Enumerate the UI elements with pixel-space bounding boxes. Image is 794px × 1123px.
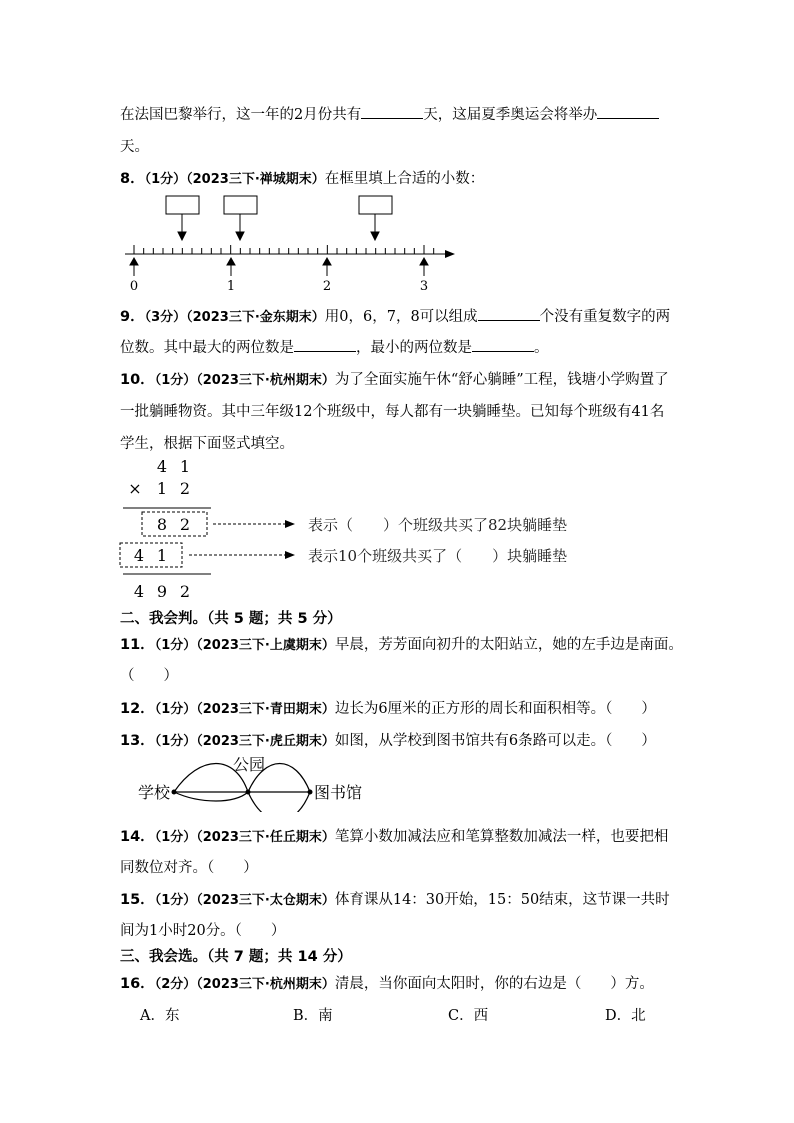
- answer-box-3[interactable]: [359, 196, 392, 214]
- score: （1分）: [144, 172, 187, 187]
- q10-line3: 学生，根据下面竖式填空。: [120, 436, 294, 452]
- answer-blank[interactable]: [478, 306, 540, 321]
- score: （1分）: [154, 702, 197, 717]
- option-b[interactable]: B．南: [293, 1008, 333, 1024]
- q15-line1: [120, 888, 670, 909]
- question-number: 14．: [120, 829, 155, 845]
- q9-line2: [120, 336, 549, 357]
- score: （1分）: [154, 734, 197, 749]
- axis-label-2: 2: [322, 279, 332, 294]
- source: （2023三下·任丘期末）: [196, 830, 335, 845]
- q10-text-b: 一批躺睡物资。其中三年级: [120, 404, 294, 420]
- q7-text-a: 在法国巴黎举行，这一年的: [120, 107, 294, 123]
- score: （1分）: [154, 638, 197, 653]
- calc-digit: 4: [133, 546, 145, 565]
- source: （2023三下·虎丘期末）: [196, 734, 335, 749]
- q15-time-start: 14：30: [392, 892, 445, 908]
- q15-text-e: 小时: [158, 923, 188, 939]
- q15-text-f: 分。（ ）: [205, 923, 286, 939]
- q15-line2: [120, 919, 285, 940]
- calc-digit: 1: [156, 479, 168, 498]
- vertical-multiplication-diagram: [115, 455, 625, 605]
- q11-line1: [120, 633, 683, 654]
- axis-label-3: 3: [419, 279, 429, 294]
- question-number: 16．: [120, 976, 155, 992]
- axis-label-1: 1: [226, 279, 236, 294]
- q10-num: 12: [294, 404, 313, 420]
- q9-text-a: 用: [324, 309, 340, 325]
- question-number: 12．: [120, 701, 155, 717]
- calc-digit: 4: [156, 457, 168, 476]
- score: （2分）: [154, 977, 197, 992]
- calc-digit: 1: [179, 457, 191, 476]
- q13-line: [120, 729, 656, 750]
- q9-line1: [120, 305, 670, 326]
- question-number: 8．: [120, 171, 145, 187]
- source: （2023三下·禅城期末）: [186, 172, 325, 187]
- question-text: 笔算小数加减法应和笔算整数加减法一样，也要把相: [334, 829, 669, 845]
- answer-box-1[interactable]: [166, 196, 199, 214]
- q10-line2: [120, 400, 664, 421]
- source: （2023三下·上虞期末）: [196, 638, 335, 653]
- calc-note-2: 表示10个班级共买了（ ）块躺睡垫: [308, 547, 568, 565]
- q12-text-a: 边长为: [334, 701, 379, 717]
- q10-num2: 41: [631, 404, 650, 420]
- q10-text-a: 为了全面实施午休“舒心躺睡”工程，钱塘小学购置了: [334, 372, 669, 388]
- q15-text-c: 结束，这节课一共时: [539, 892, 670, 908]
- question-text: 在框里填上合适的小数：: [324, 171, 485, 187]
- score: （1分）: [154, 830, 197, 845]
- q9-text-d: 位数。其中最大的两位数是: [120, 340, 294, 356]
- q12-line: [120, 697, 656, 718]
- label-school: 学校: [138, 783, 171, 802]
- answer-blank[interactable]: [472, 337, 534, 352]
- q10-line1: [120, 368, 669, 389]
- calc-digit: 9: [156, 582, 168, 601]
- calc-digit: 2: [179, 515, 191, 534]
- q9-digits: 0，6，7，8: [339, 309, 420, 325]
- route-diagram: [130, 752, 380, 812]
- q7-num: 2: [294, 107, 304, 123]
- section-heading-3: 三、我会选。（共 7 题；共 14 分）: [120, 949, 352, 965]
- calc-digit: 8: [156, 515, 168, 534]
- answer-blank[interactable]: [294, 337, 356, 352]
- q10-text-d: 名: [649, 404, 665, 420]
- source: （2023三下·金东期末）: [186, 310, 325, 325]
- option-a[interactable]: A．东: [140, 1008, 180, 1024]
- question-number: 15．: [120, 892, 155, 908]
- q9-text-c: 个没有重复数字的两: [539, 309, 671, 325]
- score: （3分）: [144, 310, 187, 325]
- q15-num2: 20: [187, 923, 206, 939]
- question-text: 清晨，当你面向太阳时，你的右边是（ ）方。: [334, 976, 654, 992]
- question-number: 10．: [120, 372, 155, 388]
- q10-text-c: 个班级中，每人都有一块躺睡垫。已知每个班级有: [312, 404, 632, 420]
- answer-blank[interactable]: [597, 104, 659, 119]
- q15-num: 1: [149, 923, 159, 939]
- q11-answer-paren[interactable]: （ ）: [120, 668, 178, 684]
- q7-text-b: 月份共有: [303, 107, 362, 123]
- q16-line: [120, 972, 654, 993]
- q8-stem: [120, 167, 484, 188]
- calc-digit: 2: [179, 479, 191, 498]
- q7-text-c: 天，这届夏季奥运会将举办: [423, 107, 598, 123]
- question-text: 早晨，芳芳面向初升的太阳站立，她的左手边是南面。: [334, 637, 683, 653]
- label-park: 公园: [233, 755, 266, 774]
- option-c[interactable]: C．西: [448, 1008, 489, 1024]
- source: （2023三下·青田期末）: [196, 702, 335, 717]
- answer-box-2[interactable]: [224, 196, 257, 214]
- times-sign: ×: [128, 479, 142, 498]
- q15-text-a: 体育课从: [334, 892, 393, 908]
- number-line-diagram: [115, 192, 460, 294]
- question-number: 13．: [120, 733, 155, 749]
- q12-text-b: 厘米的正方形的周长和面积相等。（ ）: [387, 701, 656, 717]
- score: （1分）: [154, 373, 197, 388]
- label-library: 图书馆: [314, 783, 363, 802]
- source: （2023三下·太仓期末）: [196, 893, 335, 908]
- answer-blank[interactable]: [361, 104, 423, 119]
- q9-text-f: 。: [534, 340, 549, 356]
- source: （2023三下·杭州期末）: [196, 977, 335, 992]
- q15-time-end: 15：50: [487, 892, 540, 908]
- calc-digit: 4: [133, 582, 145, 601]
- q7-line2: 天。: [120, 139, 149, 155]
- calc-digit: 1: [156, 546, 168, 565]
- q14-line1: [120, 825, 668, 846]
- source: （2023三下·杭州期末）: [196, 373, 335, 388]
- axis-label-0: 0: [129, 279, 139, 294]
- q13-num: 6: [508, 733, 519, 749]
- q13-text-b: 条路可以走。（ ）: [518, 733, 656, 749]
- question-number: 9．: [120, 309, 145, 325]
- question-number: 11．: [120, 637, 155, 653]
- q7-line1: [120, 103, 659, 124]
- score: （1分）: [154, 893, 197, 908]
- q13-text-a: 如图，从学校到图书馆共有: [334, 733, 509, 749]
- q9-text-e: ，最小的两位数是: [356, 340, 472, 356]
- q15-text-b: 开始，: [444, 892, 488, 908]
- calc-note-1: 表示（ ）个班级共买了82块躺睡垫: [308, 516, 568, 534]
- q9-text-b: 可以组成: [419, 309, 478, 325]
- q14-line2: 同数位对齐。（ ）: [120, 860, 258, 876]
- option-d[interactable]: D．北: [605, 1008, 646, 1024]
- calc-digit: 2: [179, 582, 191, 601]
- q15-text-d: 间为: [120, 923, 149, 939]
- section-heading-2: 二、我会判。（共 5 题；共 5 分）: [120, 611, 342, 627]
- q12-num: 6: [378, 701, 388, 717]
